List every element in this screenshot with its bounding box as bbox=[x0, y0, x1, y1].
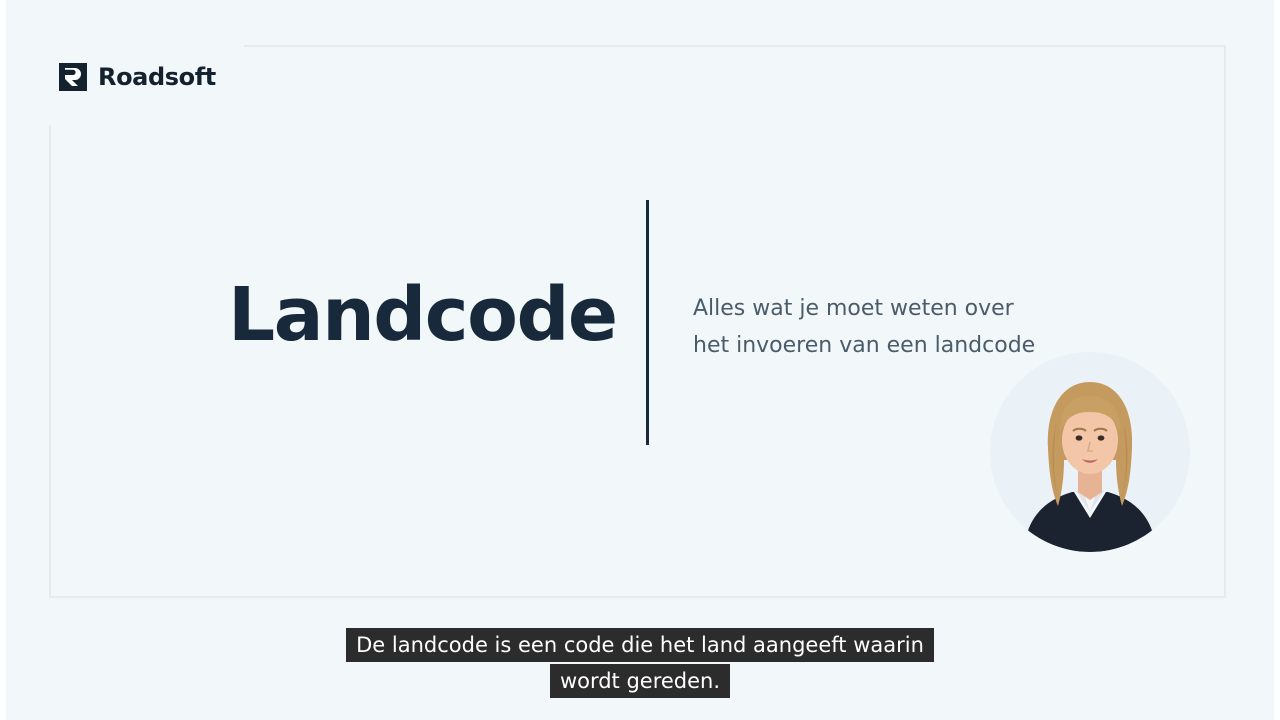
page-title: Landcode bbox=[228, 272, 617, 358]
caption-line-1: De landcode is een code die het land aangeeft waarin bbox=[346, 628, 934, 662]
presenter-avatar bbox=[990, 352, 1190, 552]
roadsoft-r-mark-icon bbox=[58, 62, 88, 92]
frame-notch-top bbox=[49, 36, 244, 58]
subtitle-line-2: het invoeren van een landcode bbox=[693, 333, 1036, 358]
title-block bbox=[228, 200, 1035, 445]
left-page-edge bbox=[0, 0, 6, 720]
caption-overlay bbox=[0, 628, 1280, 698]
caption-line-2: wordt gereden. bbox=[550, 664, 730, 698]
page-subtitle bbox=[693, 200, 1035, 364]
subtitle-line-1: Alles wat je moet weten over bbox=[693, 296, 1014, 321]
brand-logo bbox=[58, 62, 216, 92]
brand-name: Roadsoft bbox=[98, 63, 216, 91]
title-divider bbox=[646, 200, 649, 445]
right-page-edge bbox=[1274, 0, 1280, 720]
